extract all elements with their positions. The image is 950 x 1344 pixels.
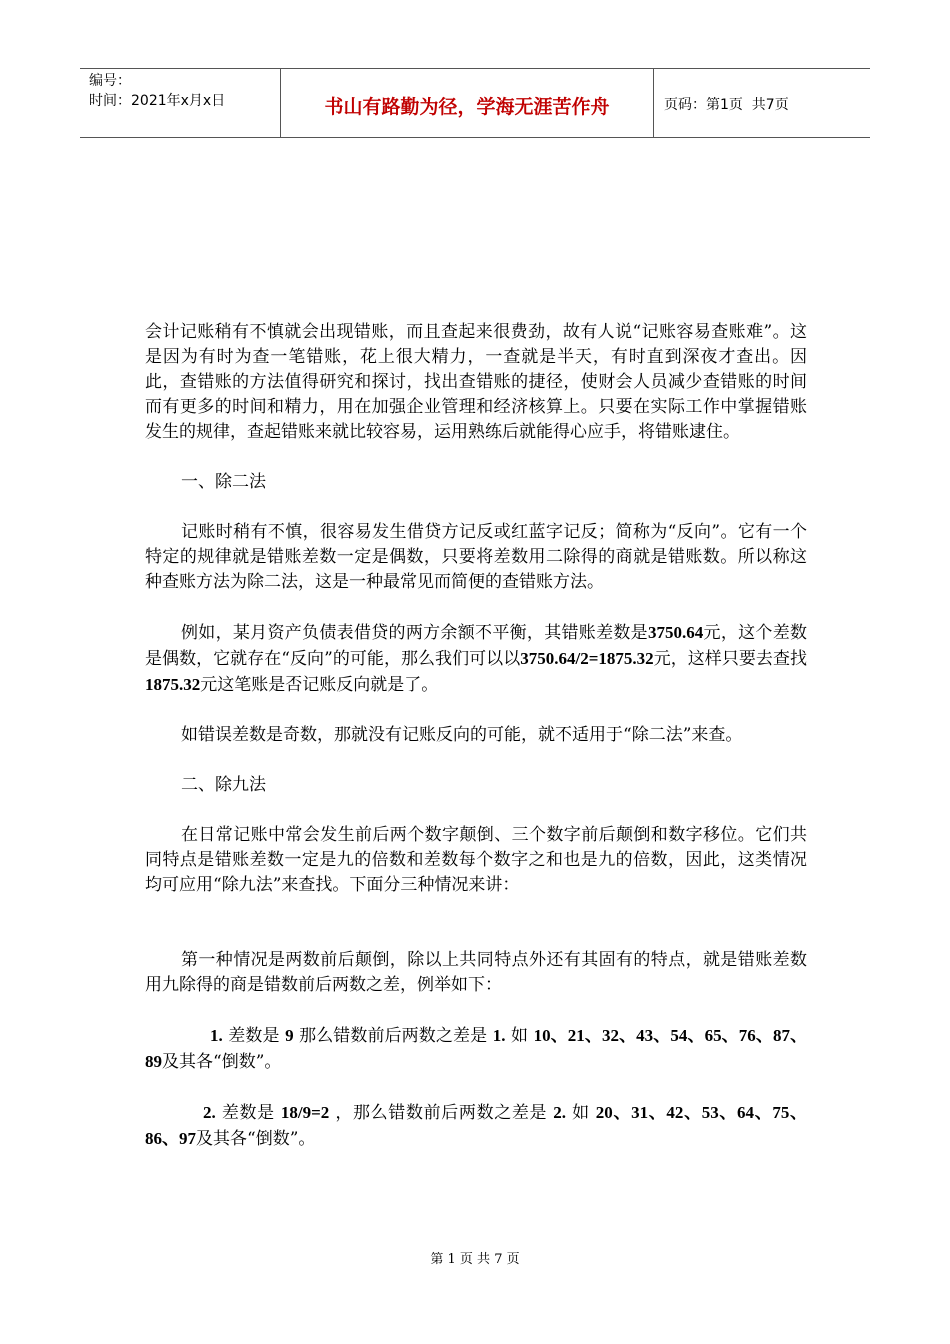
section2-paragraph-1: 在日常记账中常会发生前后两个数字颠倒、三个数字前后颠倒和数字移位。它们共同特点是错账差数一定是九的倍数和差数每个数字之和也是九的倍数，因此，这类情况均可应用“除九法”来查找。下面分三种情况来讲： bbox=[145, 825, 807, 895]
text-run: 元，这样只要去查找 bbox=[653, 649, 807, 669]
text-run: 例如，某月资产负债表借贷的两方余额不平衡，其错账差数是 bbox=[181, 623, 648, 643]
number-run: 3750.64/2=1875.32 bbox=[520, 649, 654, 668]
text-run: 元，这个差数是偶数，它就存在“反向”的可能，那么我们可以以 bbox=[145, 623, 808, 669]
number-list: 20、31、42、53、64、75、86、97 bbox=[145, 1103, 808, 1148]
text-run: ，那么错数前后两数之差是 bbox=[335, 1103, 548, 1123]
page-info-text: 页码：第1页 共7页 bbox=[664, 97, 789, 113]
section1-paragraph-2 bbox=[145, 620, 807, 698]
number-run: 1875.32 bbox=[145, 675, 201, 694]
number-run: 3750.64 bbox=[647, 623, 704, 642]
intro-paragraph: 会计记账稍有不慎就会出现错账，而且查起来很费劲，故有人说“记账容易查账难”。这是因为有时为查一笔错账，花上很大精力，一查就是半天，有时直到深夜才查出。因此，查错账的方法值得研究和探讨，找出查错账的捷径，使财会人员减少查错账的时间而有更多的时间和精力，用在加强企业管理和经济核算上。只要在实际工作中掌握错账发生的规律，查起错账来就比较容易，运用熟练后就能得心应手，将错账逮住。 bbox=[145, 322, 807, 442]
text-run: 差数是 bbox=[228, 1026, 280, 1046]
text-run: 如 bbox=[572, 1103, 590, 1123]
number-run: 9 bbox=[285, 1026, 294, 1045]
item-number: 2. bbox=[203, 1103, 216, 1122]
section1-paragraph-1: 记账时稍有不慎，很容易发生借贷方记反或红蓝字记反；简称为“反向”。它有一个特定的规律就是错账差数一定是偶数，只要将差数用二除得的商就是错账数。所以称这种查账方法为除二法，这是一种最常见而简便的查错账方法。 bbox=[145, 522, 807, 592]
text-run: 差数是 bbox=[221, 1103, 275, 1123]
text-run: 如 bbox=[510, 1026, 529, 1046]
list-item-1 bbox=[145, 1023, 807, 1075]
page-footer bbox=[0, 1248, 950, 1267]
header-motto bbox=[281, 69, 654, 137]
section-heading-divide-by-two: 一、除二法 bbox=[181, 472, 266, 492]
number-run: 18/9=2 bbox=[280, 1103, 330, 1122]
document-body bbox=[145, 320, 807, 1177]
text-run: 及其各“倒数”。 bbox=[196, 1129, 316, 1149]
page-header bbox=[80, 68, 870, 138]
time-label: 时间：2021年x月x日 bbox=[89, 93, 226, 109]
number-label: 编号： bbox=[89, 73, 131, 89]
number-run: 1. bbox=[492, 1026, 506, 1045]
text-run: 那么错数前后两数之差是 bbox=[299, 1026, 488, 1046]
header-page-info bbox=[654, 69, 870, 137]
section1-paragraph-3: 如错误差数是奇数，那就没有记账反向的可能，就不适用于“除二法”来查。 bbox=[181, 725, 743, 745]
header-meta bbox=[80, 69, 281, 137]
text-run: 元这笔账是否记账反向就是了。 bbox=[200, 675, 439, 695]
motto-text: 书山有路勤为径，学海无涯苦作舟 bbox=[324, 95, 610, 118]
item-number: 1. bbox=[210, 1026, 223, 1045]
footer-page-number: 第 1 页 共 7 页 bbox=[430, 1252, 520, 1267]
text-run: 及其各“倒数”。 bbox=[162, 1052, 282, 1072]
section2-paragraph-2: 第一种情况是两数前后颠倒，除以上共同特点外还有其固有的特点，就是错账差数用九除得的商是错数前后两数之差，例举如下： bbox=[145, 950, 807, 995]
list-item-2 bbox=[145, 1100, 807, 1152]
number-run: 2. bbox=[553, 1103, 567, 1122]
section-heading-divide-by-nine: 二、除九法 bbox=[181, 775, 266, 795]
number-list: 10、21、32、43、54、65、76、87、89 bbox=[145, 1026, 808, 1071]
